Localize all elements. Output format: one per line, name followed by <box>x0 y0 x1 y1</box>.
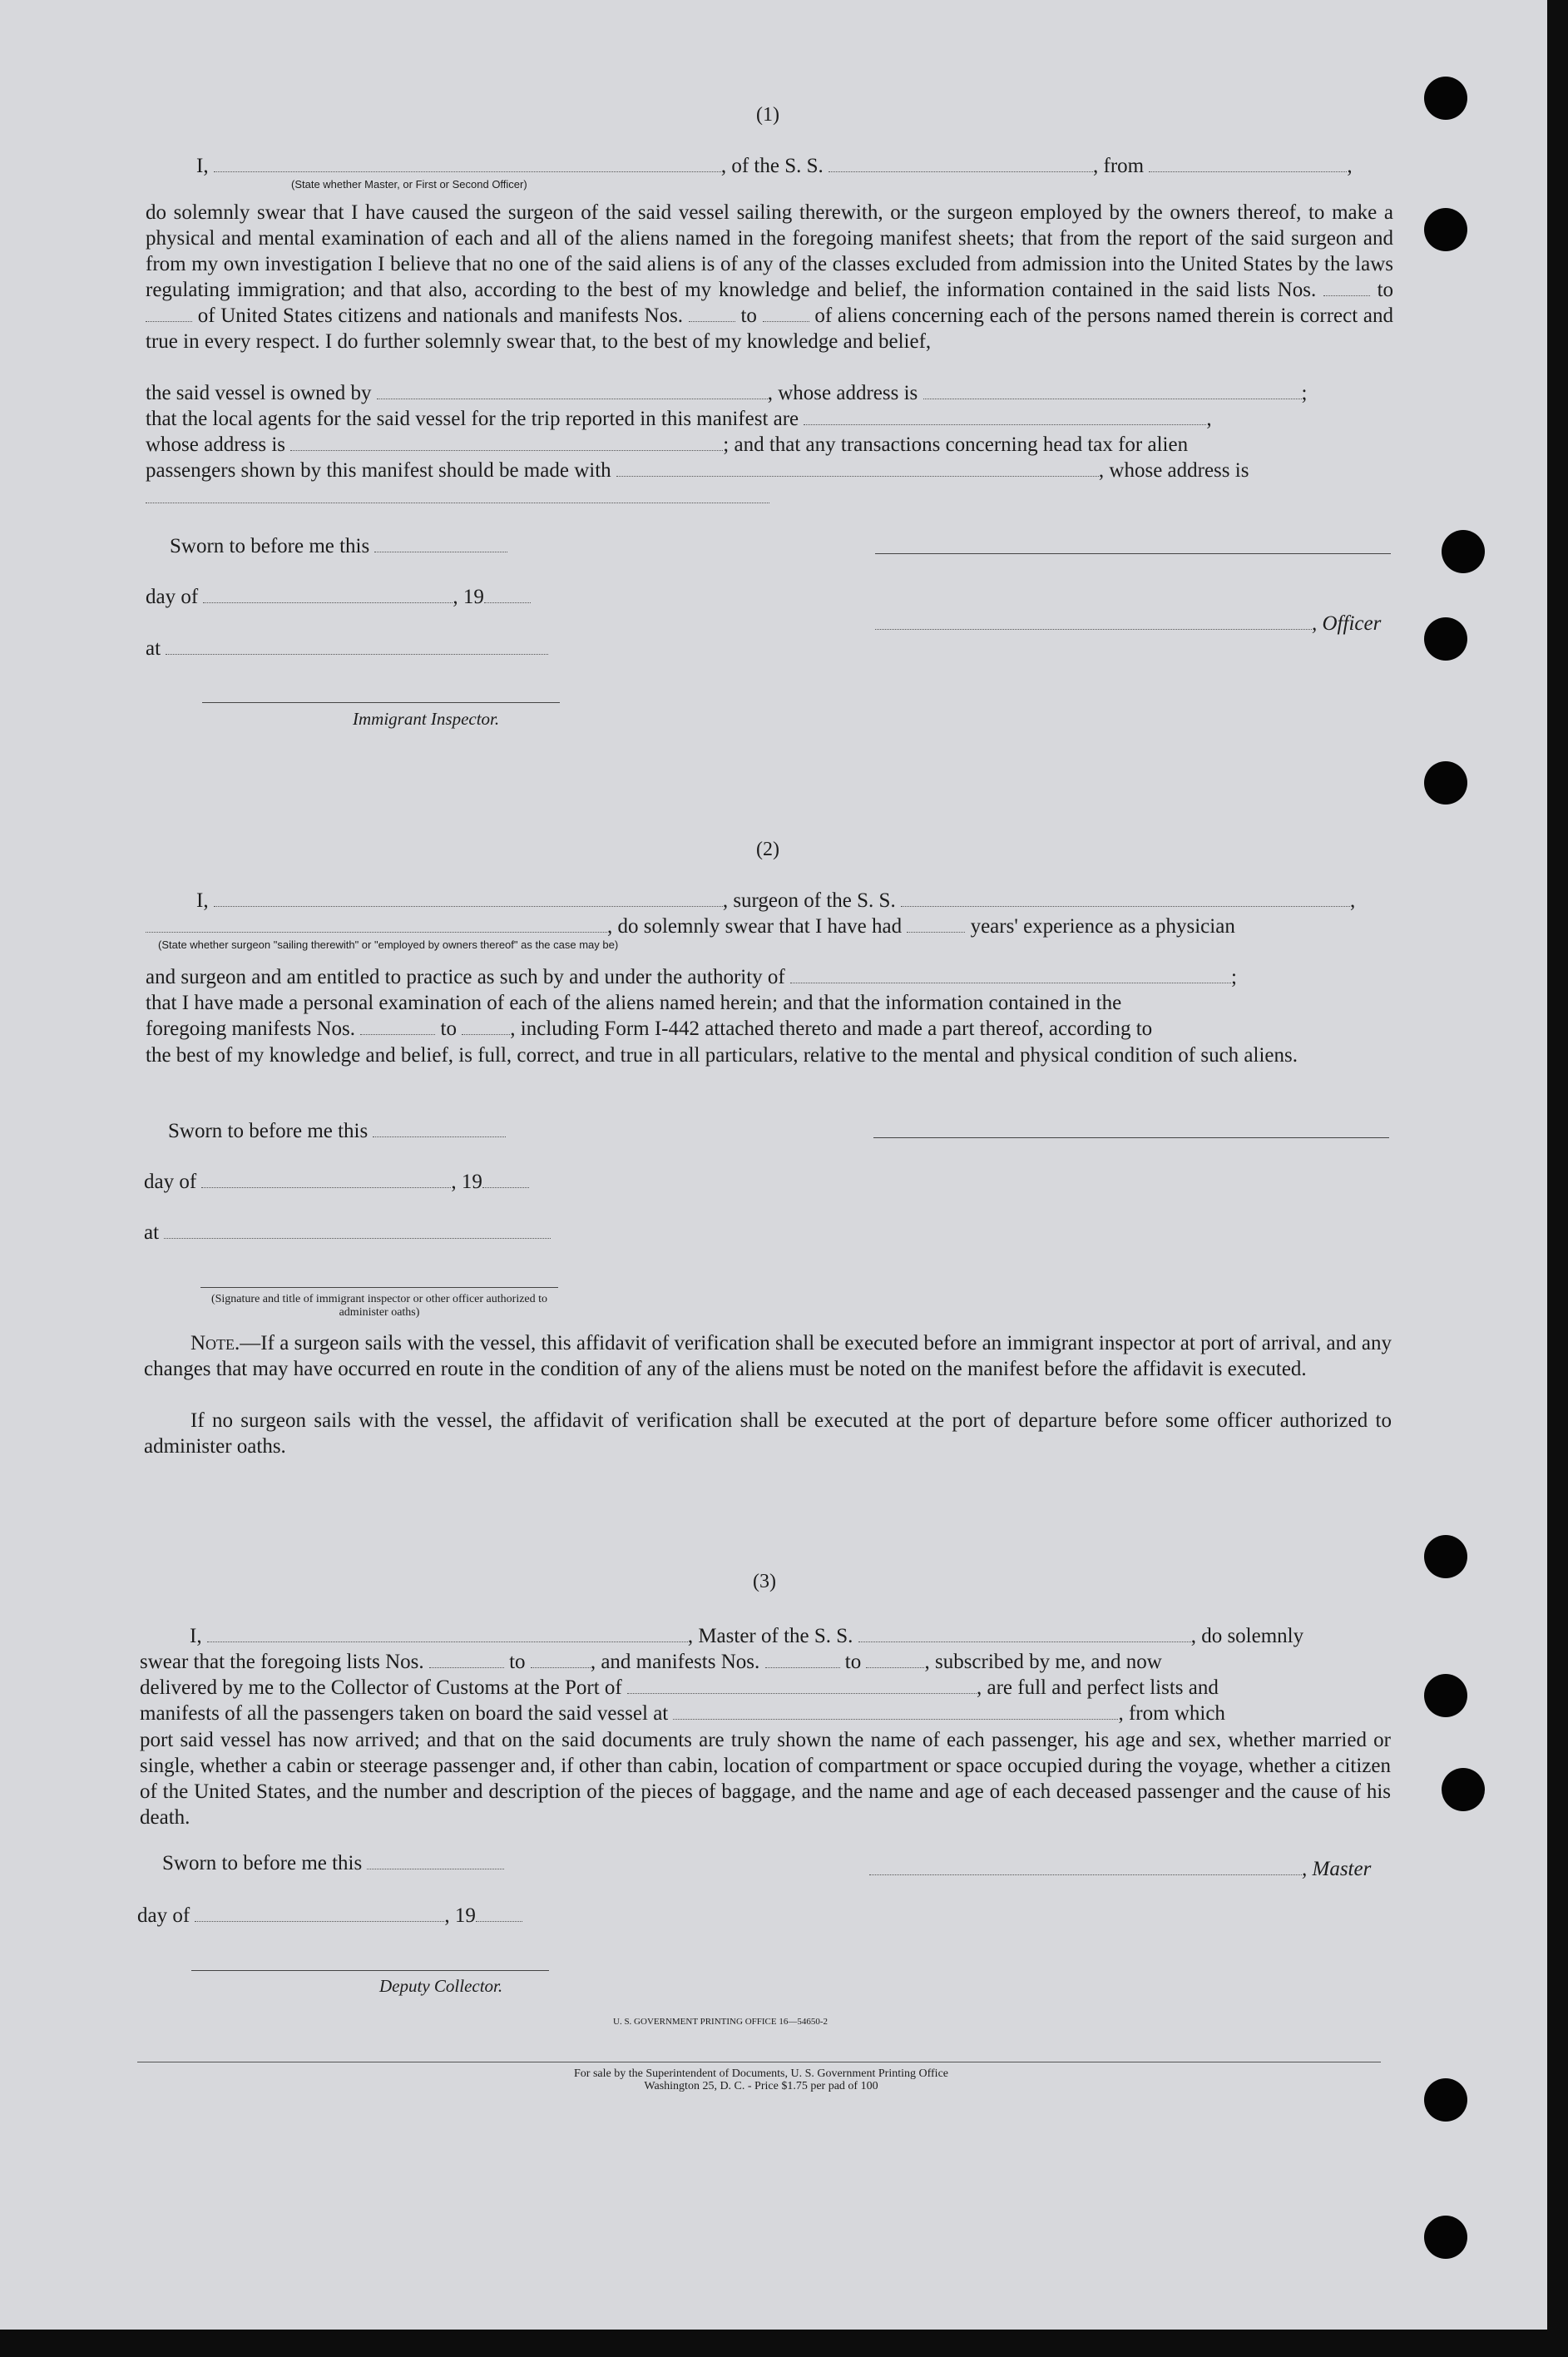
manifests-all-text: manifests of all the passengers taken on board the said vessel at <box>140 1702 669 1725</box>
manifests-to-field[interactable] <box>763 306 809 322</box>
port-field[interactable] <box>627 1678 977 1694</box>
sworn-day-field[interactable] <box>367 1854 504 1869</box>
agents-address-line <box>146 433 1393 458</box>
day-of-label: day of <box>137 1904 190 1927</box>
to-label: to <box>440 1018 457 1040</box>
subscribed-text: , subscribed by me, and now <box>924 1651 1162 1673</box>
manifests-from-field[interactable] <box>765 1652 840 1668</box>
lists-from-field[interactable] <box>1323 280 1370 296</box>
owner-address-field[interactable] <box>923 384 1302 399</box>
whose-address-label: whose address is <box>146 433 286 456</box>
punch-hole <box>1424 1535 1467 1578</box>
full-perfect-text: , are full and perfect lists and <box>977 1676 1219 1699</box>
section-1-heading: (1) <box>756 104 779 126</box>
lists-line <box>140 1650 1391 1675</box>
at-line-2 <box>144 1221 551 1245</box>
day-of-label: day of <box>144 1171 197 1193</box>
i-label: I, <box>196 889 209 912</box>
section-2-heading: (2) <box>756 839 779 860</box>
sworn-day-field[interactable] <box>374 537 507 552</box>
surgeon-name-field[interactable] <box>214 891 723 907</box>
place-field[interactable] <box>164 1223 551 1239</box>
personal-exam-line: that I have made a personal examination of each of the aliens named herein; and that the information contained in the <box>146 992 1122 1014</box>
agents-address-field[interactable] <box>290 435 723 451</box>
comma: , <box>1206 408 1212 430</box>
owned-by-label: the said vessel is owned by <box>146 382 372 404</box>
note-paragraph <box>144 1330 1392 1382</box>
day-of-line-1 <box>146 585 531 610</box>
of-ss-label: , of the S. S. <box>720 155 824 177</box>
section-3-rest: port said vessel has now arrived; and that on the said documents are truly shown the name of each passenger, his age and sex, whether married or single, whether a cabin or steerage passenger and, if other than cabin, location of compartment or space occupied during the voyage, whether a citizen of the United States, and the number and description of the pieces of baggage, and the name and age of each deceased passenger and the cause of his death. <box>140 1729 1391 1829</box>
passengers-text: passengers shown by this manifest should be made with <box>146 459 611 482</box>
section-1-body <box>146 200 1393 354</box>
port-line <box>140 1676 1391 1701</box>
comma: , <box>1347 155 1353 177</box>
section-1-first-line <box>196 154 1391 179</box>
lists-from-field[interactable] <box>429 1652 504 1668</box>
surgeon-type-field[interactable] <box>146 917 607 933</box>
ship-name-field[interactable] <box>858 1627 1191 1642</box>
sworn-line-3 <box>162 1851 504 1876</box>
authority-text: and surgeon and am entitled to practice as such by and under the authority of <box>146 966 785 988</box>
experience-line <box>146 914 1393 939</box>
lists-to-field[interactable] <box>146 306 192 322</box>
punch-hole <box>1442 1768 1485 1811</box>
head-tax-text: ; and that any transactions concerning head tax for alien <box>723 433 1189 456</box>
place-field[interactable] <box>166 639 548 655</box>
sworn-day-field[interactable] <box>373 1122 506 1137</box>
punch-hole <box>1424 208 1467 251</box>
sworn-label: Sworn to before me this <box>170 535 370 557</box>
punch-hole <box>1424 77 1467 120</box>
semicolon: ; <box>1301 382 1308 404</box>
master-of-label: , Master of the S. S. <box>687 1625 853 1647</box>
signature-line[interactable] <box>873 1137 1389 1138</box>
inspector-signature-line[interactable] <box>202 702 560 703</box>
day-of-line-3 <box>137 1904 522 1929</box>
officer-rank-note: (State whether Master, or First or Second Officer) <box>291 178 527 191</box>
years-text: years' experience as a physician <box>970 915 1235 938</box>
master-name-field[interactable] <box>207 1627 688 1642</box>
section-3-heading: (3) <box>753 1571 776 1592</box>
from-port-field[interactable] <box>1149 156 1347 172</box>
including-text: , including Form I-442 attached thereto and made a part thereof, according to <box>510 1018 1153 1040</box>
taken-on-board-line <box>140 1701 1391 1726</box>
foregoing-line <box>146 1017 1393 1042</box>
comma: , <box>1349 889 1356 912</box>
officer-signature-field[interactable] <box>875 614 1312 630</box>
inspector-signature-line[interactable] <box>200 1287 558 1288</box>
at-line-1 <box>146 636 548 661</box>
punch-hole <box>1424 1674 1467 1717</box>
ship-name-field[interactable] <box>901 891 1350 907</box>
punch-hole <box>1424 2078 1467 2122</box>
head-tax-line <box>146 458 1393 483</box>
foregoing-text: foregoing manifests Nos. <box>146 1018 356 1040</box>
manifests-to-field[interactable] <box>462 1019 510 1035</box>
inspector-label: Immigrant Inspector. <box>353 709 500 729</box>
authority-line <box>146 965 1393 990</box>
master-signature-line <box>869 1857 1371 1882</box>
i-label: I, <box>190 1625 202 1647</box>
at-label: at <box>146 637 161 660</box>
agents-line <box>146 407 1393 432</box>
departure-port-field[interactable] <box>673 1704 1118 1720</box>
sale-line-2: Washington 25, D. C. - Price $1.75 per pad of 100 <box>644 2080 878 2092</box>
lists-to-field[interactable] <box>531 1652 591 1668</box>
head-tax-contact-field[interactable] <box>616 461 1099 477</box>
officer-line <box>875 612 1381 636</box>
day-of-line-2 <box>144 1170 529 1195</box>
solemnly-text: , do solemnly swear that I have had <box>607 915 903 938</box>
master-signature-field[interactable] <box>869 1859 1302 1875</box>
section-2-first-line <box>196 889 1391 914</box>
year-field[interactable] <box>476 1906 522 1922</box>
year-field[interactable] <box>482 1172 529 1188</box>
deputy-collector-label: Deputy Collector. <box>379 1976 503 1996</box>
to-label: to <box>740 305 757 327</box>
owner-line <box>146 381 1393 406</box>
to-label: to <box>844 1651 862 1673</box>
therein-text: therein is correct and true in every respect. I do further solemnly swear that, to the best of my knowledge and belief, <box>146 305 1393 353</box>
surgeon-type-note: (State whether surgeon "sailing therewith" or "employed by owners thereof" as the case may be) <box>158 938 619 951</box>
and-manifests-text: , and manifests Nos. <box>590 1651 760 1673</box>
do-solemnly-text: , do solemnly <box>1190 1625 1304 1647</box>
whose-address-label: , whose address is <box>1098 459 1249 482</box>
year-prefix: , 19 <box>451 1171 482 1193</box>
oath-text: do solemnly swear that I have caused the surgeon of the said vessel sailing therewith, or the surgeon employed by the owners thereof, to make a physical and mental examination of each and all of the aliens named in the foregoing manifest sheets; that from the report of the said surgeon and from my own investigation I believe that no one of the said aliens is of any of the classes excluded from admission into the United States by the laws regulating immigration; and that also, according to the best of my knowledge and belief, the information contained in the said lists Nos. <box>146 201 1393 301</box>
punch-hole <box>1424 617 1467 661</box>
section-2-rest: the best of my knowledge and belief, is full, correct, and true in all particulars, relative to the mental and physical condition of such aliens. <box>146 1044 1298 1067</box>
officer-name-field[interactable] <box>214 156 721 172</box>
manifests-from-field[interactable] <box>689 306 735 322</box>
gpo-imprint: U. S. GOVERNMENT PRINTING OFFICE 16—54650-2 <box>613 2017 829 2027</box>
month-field[interactable] <box>201 1172 451 1188</box>
owner-field[interactable] <box>377 384 768 399</box>
day-of-label: day of <box>146 586 199 608</box>
signature-line[interactable] <box>875 553 1391 554</box>
punch-hole <box>1424 2216 1467 2259</box>
whose-address-label: , whose address is <box>767 382 918 404</box>
manifests-to-field[interactable] <box>866 1652 924 1668</box>
manifests-from-field[interactable] <box>360 1019 435 1035</box>
sworn-label: Sworn to before me this <box>168 1120 369 1142</box>
deputy-signature-line[interactable] <box>191 1970 549 1971</box>
month-field[interactable] <box>203 587 453 603</box>
signature-note: (Signature and title of immigrant inspector or other officer authorized to administer oaths) <box>210 1293 548 1319</box>
note-paragraph-2: If no surgeon sails with the vessel, the affidavit of verification shall be executed at the port of departure before some officer authorized to administer oaths. <box>144 1409 1392 1458</box>
ship-name-field[interactable] <box>829 156 1093 172</box>
month-field[interactable] <box>195 1906 444 1922</box>
years-field[interactable] <box>907 917 965 933</box>
from-label: , from <box>1093 155 1145 177</box>
semicolon: ; <box>1231 966 1237 988</box>
agents-field[interactable] <box>804 409 1206 425</box>
note-label: Note. <box>190 1332 240 1354</box>
to-label: to <box>509 1651 526 1673</box>
note-text: —If a surgeon sails with the vessel, this affidavit of verification shall be executed before an immigrant inspector at port of arrival, and any changes that may have occurred en route in the condition of any of the aliens must be noted on the manifest before the affidavit is executed. <box>144 1332 1392 1380</box>
sworn-label: Sworn to before me this <box>162 1852 363 1874</box>
sworn-line-2 <box>168 1119 506 1144</box>
from-which-text: , from which <box>1118 1702 1225 1725</box>
authority-field[interactable] <box>790 968 1231 983</box>
section-3-first-line <box>190 1624 1391 1649</box>
master-label: , Master <box>1302 1858 1372 1880</box>
year-prefix: , 19 <box>444 1904 476 1927</box>
sworn-line-1 <box>170 534 507 559</box>
of-aliens-text: of aliens concerning each of the persons named <box>814 305 1212 327</box>
year-field[interactable] <box>484 587 531 603</box>
officer-label: , Officer <box>1312 612 1382 635</box>
swear-text: swear that the foregoing lists Nos. <box>140 1651 424 1673</box>
delivered-text: delivered by me to the Collector of Customs at the Port of <box>140 1676 622 1699</box>
to-label: to <box>1377 279 1394 301</box>
year-prefix: , 19 <box>453 586 484 608</box>
at-label: at <box>144 1221 160 1244</box>
local-agents-label: that the local agents for the said vessel for the trip reported in this manifest are <box>146 408 799 430</box>
i-label: I, <box>196 155 209 177</box>
punch-hole <box>1424 761 1467 805</box>
us-citizens-text: of United States citizens and nationals and manifests Nos. <box>197 305 684 327</box>
punch-hole <box>1442 530 1485 573</box>
sale-line-1: For sale by the Superintendent of Documents, U. S. Government Printing Office <box>574 2067 948 2080</box>
surgeon-of-label: , surgeon of the S. S. <box>722 889 896 912</box>
